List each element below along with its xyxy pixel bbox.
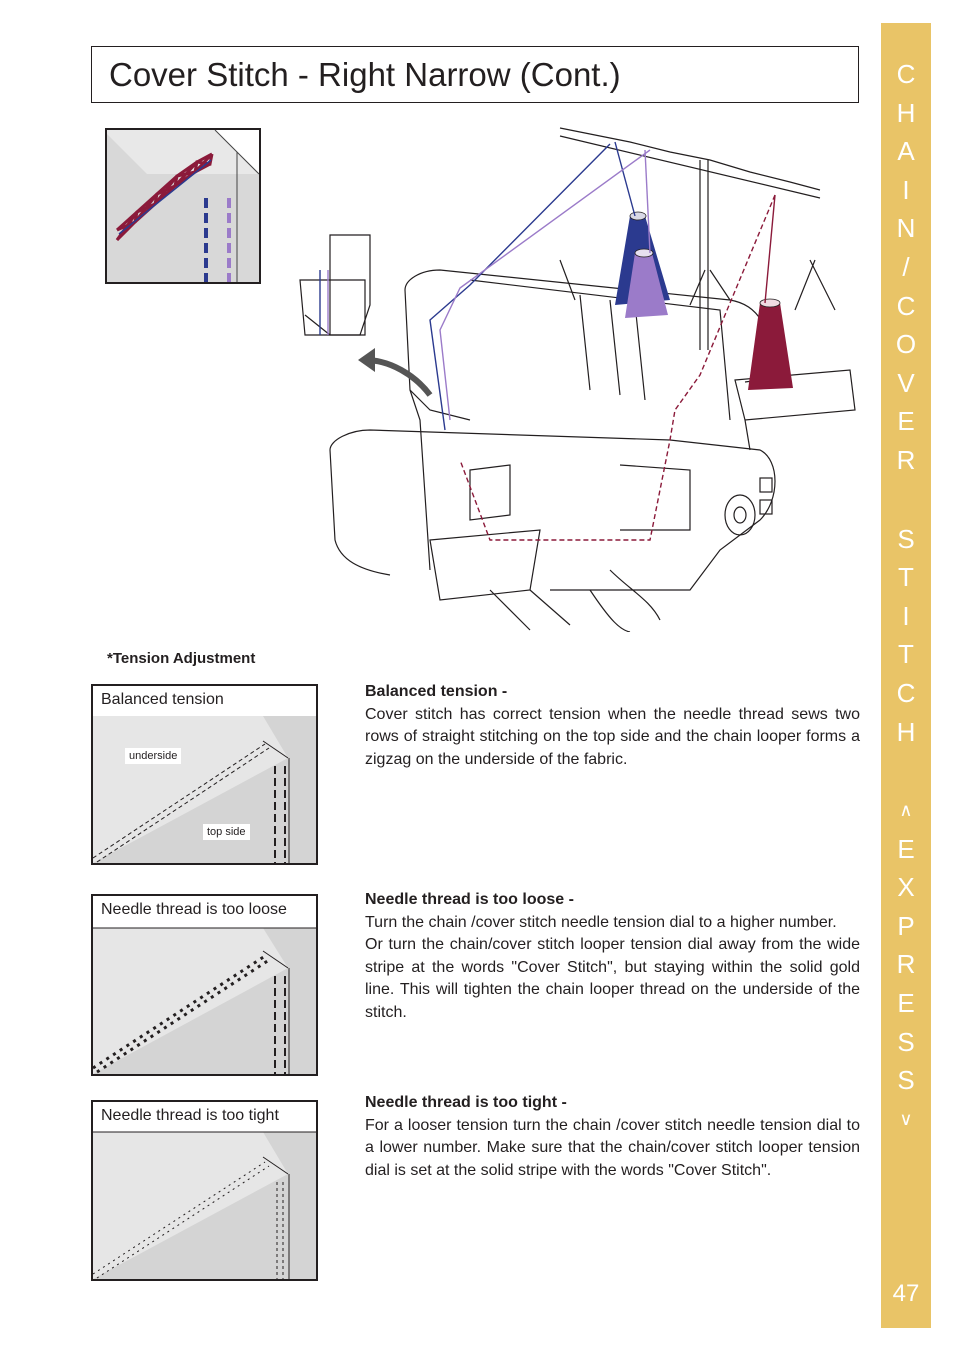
too-tight-text: For a looser tension turn the chain /cover stitch needle tension dial to a lower number. Make sure that the chain/cover stitch looper tension dial is set at the solid stripe with the words "Cover Stitch".: [365, 1116, 860, 1179]
caret-down-icon: ∨: [899, 1108, 913, 1129]
sidebar-spacer: [881, 480, 931, 520]
too-loose-tension-image: [91, 894, 318, 1076]
topside-label: top side: [203, 824, 250, 840]
serger-threading-diagram: [290, 120, 865, 632]
sidebar-letter: V: [897, 367, 915, 398]
sidebar-letter: N: [896, 213, 916, 244]
too-loose-text-1: Turn the chain /cover stitch needle tension dial to a higher number.: [365, 913, 837, 931]
sidebar-letter: S: [897, 1065, 915, 1096]
balanced-tension-label: Balanced tension: [101, 691, 224, 708]
sidebar-letter: S: [897, 1026, 915, 1057]
too-tight-label: Needle thread is too tight: [101, 1107, 279, 1124]
balanced-tension-heading: Balanced tension -: [365, 683, 508, 700]
sidebar-letter: S: [897, 523, 915, 554]
page-number: 47: [892, 1280, 920, 1307]
balanced-tension-image: [91, 684, 318, 865]
sidebar-letter: C: [896, 59, 916, 89]
sidebar-letter: /: [902, 251, 910, 282]
too-loose-section: [365, 889, 860, 1024]
sidebar-letter: I: [902, 174, 910, 205]
balanced-tension-section: [365, 681, 860, 771]
stitch-sample-image: [105, 128, 261, 284]
sidebar-letter: T: [898, 562, 914, 593]
sidebar-spacer: [881, 751, 931, 791]
sidebar-letter: A: [897, 136, 915, 167]
page-title: Cover Stitch - Right Narrow (Cont.): [109, 56, 621, 93]
sidebar-letter: C: [896, 677, 916, 708]
sidebar-letter: P: [897, 910, 915, 941]
chapter-sidebar: [881, 23, 931, 1328]
sidebar-letter: H: [896, 716, 916, 747]
too-tight-tension-image: [91, 1100, 318, 1281]
sidebar-letter: R: [896, 949, 916, 980]
too-tight-section: [365, 1092, 860, 1182]
title-box: [91, 46, 859, 103]
sidebar-letter: C: [896, 290, 916, 321]
sidebar-letter: X: [897, 872, 915, 903]
sidebar-letter: E: [897, 988, 915, 1019]
sidebar-letters: [881, 55, 931, 1138]
sidebar-letter: H: [896, 97, 916, 128]
sidebar-letter: T: [898, 639, 914, 670]
too-loose-heading: Needle thread is too loose -: [365, 891, 574, 908]
caret-up-icon: ∧: [899, 800, 913, 821]
underside-label: underside: [125, 748, 181, 764]
sidebar-letter: E: [897, 833, 915, 864]
tension-adjustment-heading: *Tension Adjustment: [107, 650, 256, 667]
sidebar-letter: R: [896, 444, 916, 475]
sidebar-letter: O: [895, 329, 917, 360]
sidebar-letter: I: [902, 600, 910, 631]
balanced-tension-text: Cover stitch has correct tension when the needle thread sews two rows of straight stitching on the top side and the chain looper forms a zigzag on the underside of the fabric.: [365, 705, 860, 768]
too-loose-label: Needle thread is too loose: [101, 901, 287, 918]
too-loose-text-2: Or turn the chain/cover stitch looper tension dial away from the wide stripe at the words "Cover Stitch", but staying within the solid gold line. This will tighten the chain looper thread on the underside of the stitch.: [365, 936, 860, 1021]
too-tight-heading: Needle thread is too tight -: [365, 1094, 567, 1111]
sidebar-letter: E: [897, 406, 915, 437]
